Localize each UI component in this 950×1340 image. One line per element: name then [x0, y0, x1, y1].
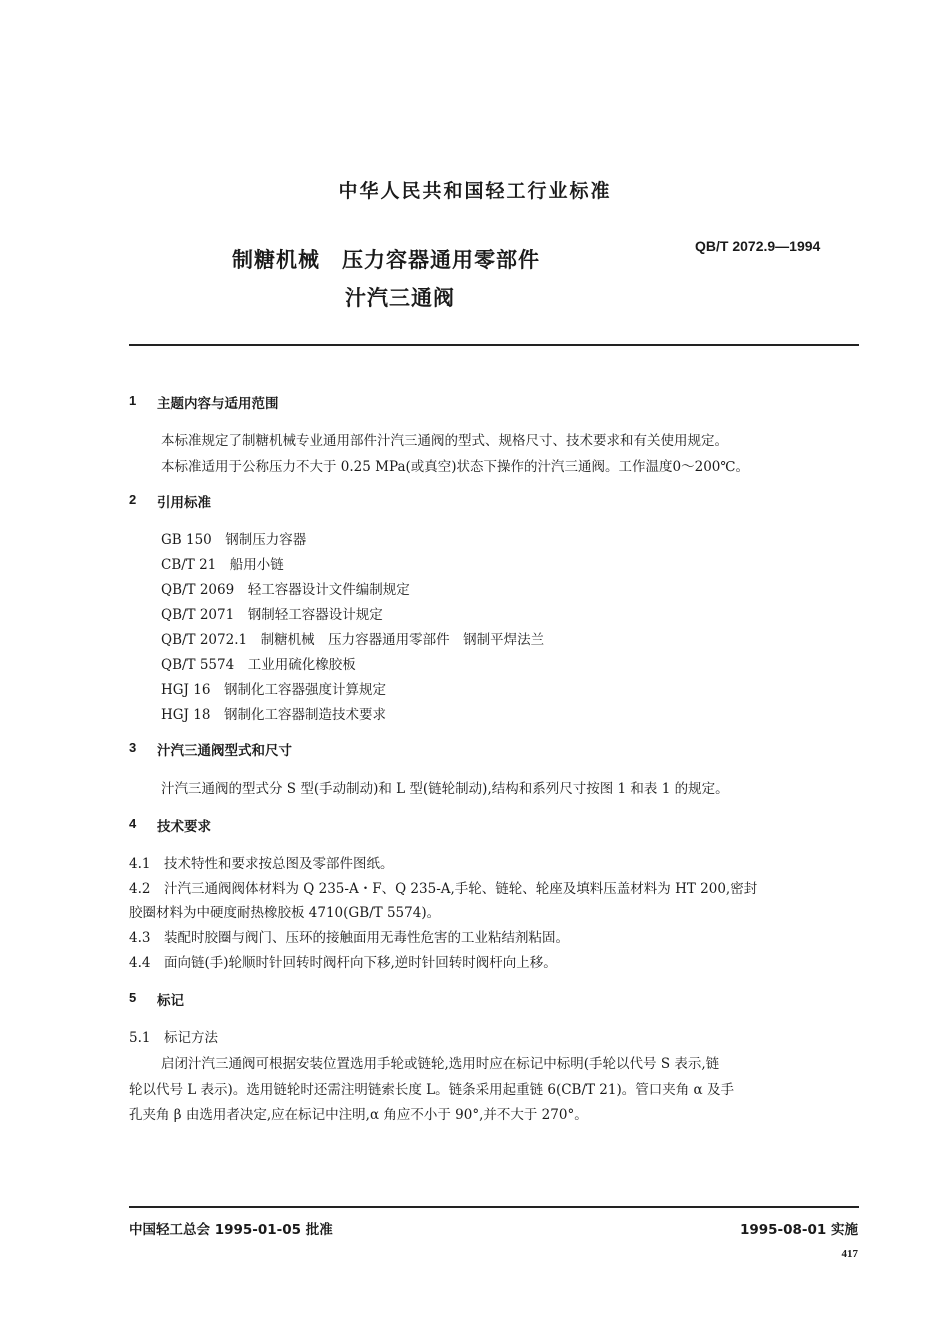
- section-4-number: 4: [129, 816, 137, 831]
- clause-4-4: 4.4 面向链(手)轮顺时针回转时阀杆向下移,逆时针回转时阀杆向上移。: [129, 955, 557, 971]
- section-3-title: 汁汽三通阀型式和尺寸: [157, 743, 292, 759]
- section-1-paragraph-1: 本标准规定了制糖机械专业通用部件汁汽三通阀的型式、规格尺寸、技术要求和有关使用规定。: [161, 433, 728, 449]
- reference-item: QB/T 2069 轻工容器设计文件编制规定: [161, 582, 410, 598]
- section-1-paragraph-2: 本标准适用于公称压力不大于 0.25 MPa(或真空)状态下操作的汁汽三通阀。工作温度0～200℃。: [161, 459, 749, 475]
- section-3-number: 3: [129, 740, 137, 755]
- standard-code: QB/T 2072.9—1994: [695, 238, 821, 254]
- section-1-number: 1: [129, 393, 137, 408]
- clause-5-1: 5.1 标记方法: [129, 1030, 218, 1046]
- section-2-title: 引用标准: [157, 495, 211, 511]
- document-title-line2: 汁汽三通阀: [345, 286, 455, 310]
- section-5-number: 5: [129, 990, 137, 1005]
- reference-item: CB/T 21 船用小链: [161, 557, 284, 573]
- section-4-title: 技术要求: [157, 819, 211, 835]
- section-3-paragraph: 汁汽三通阀的型式分 S 型(手动制动)和 L 型(链轮制动),结构和系列尺寸按图 1 和表 1 的规定。: [161, 781, 729, 797]
- footer-divider: [129, 1206, 859, 1208]
- approval-note: 中国轻工总会 1995-01-05 批准: [129, 1222, 333, 1238]
- document-title-line1: 制糖机械 压力容器通用零部件: [232, 248, 540, 272]
- reference-item: QB/T 2072.1 制糖机械 压力容器通用零部件 钢制平焊法兰: [161, 632, 545, 648]
- clause-4-2: 4.2 汁汽三通阀阀体材料为 Q 235-A・F、Q 235-A,手轮、链轮、轮座及填料压盖材料为 HT 200,密封: [129, 881, 758, 897]
- clause-4-2-continued: 胶圈材料为中硬度耐热橡胶板 4710(GB/T 5574)。: [129, 905, 441, 921]
- reference-item: QB/T 2071 钢制轻工容器设计规定: [161, 607, 383, 623]
- standard-heading: 中华人民共和国轻工行业标准: [338, 180, 612, 202]
- header-divider: [129, 344, 859, 346]
- reference-item: QB/T 5574 工业用硫化橡胶板: [161, 657, 356, 673]
- reference-item: HGJ 18 钢制化工容器制造技术要求: [161, 707, 386, 723]
- reference-item: GB 150 钢制压力容器: [161, 532, 307, 548]
- section-5-paragraph-line3: 孔夹角 β 由选用者决定,应在标记中注明,α 角应不小于 90°,并不大于 270°。: [129, 1107, 588, 1123]
- section-5-title: 标记: [157, 993, 184, 1009]
- section-1-title: 主题内容与适用范围: [157, 396, 279, 412]
- section-2-number: 2: [129, 492, 137, 507]
- section-5-paragraph-line2: 轮以代号 L 表示)。选用链轮时还需注明链索长度 L。链条采用起重链 6(CB/T 21)。管口夹角 α 及手: [129, 1082, 734, 1098]
- section-5-paragraph-line1: 启闭汁汽三通阀可根据安装位置选用手轮或链轮,选用时应在标记中标明(手轮以代号 S 表示,链: [161, 1056, 720, 1072]
- reference-item: HGJ 16 钢制化工容器强度计算规定: [161, 682, 386, 698]
- page-number: 417: [841, 1248, 858, 1260]
- clause-4-1: 4.1 技术特性和要求按总图及零部件图纸。: [129, 856, 394, 872]
- implementation-date: 1995-08-01 实施: [739, 1222, 858, 1238]
- clause-4-3: 4.3 装配时胶圈与阀门、压环的接触面用无毒性危害的工业粘结剂粘固。: [129, 930, 569, 946]
